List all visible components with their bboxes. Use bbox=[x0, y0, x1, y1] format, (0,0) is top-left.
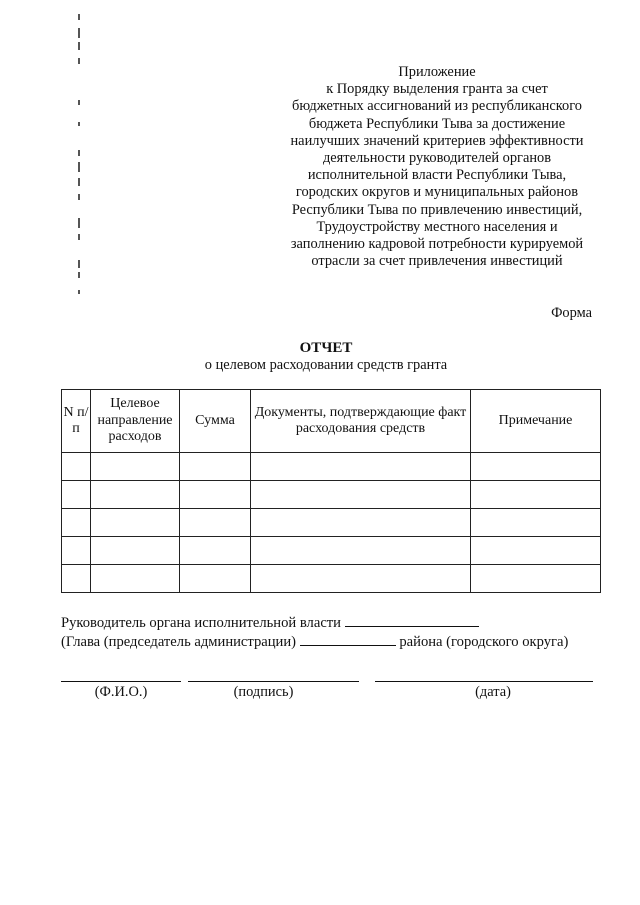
scan-margin-marks bbox=[74, 10, 86, 300]
district-prefix: (Глава (председатель администрации) bbox=[61, 634, 297, 650]
column-header-amount: Сумма bbox=[180, 390, 251, 453]
signature-caption: (подпись) bbox=[233, 684, 294, 700]
table-row bbox=[62, 565, 601, 593]
signature-line-head bbox=[61, 613, 479, 632]
signature-line-district bbox=[61, 632, 568, 651]
annex-line: к Порядку выделения гранта за счет bbox=[326, 81, 548, 98]
table-cell[interactable] bbox=[471, 481, 601, 509]
table-cell[interactable] bbox=[62, 509, 91, 537]
annex-line: деятельности руководителей органов bbox=[322, 150, 552, 167]
annex-header bbox=[264, 64, 610, 270]
annex-line: отрасли за счет привлечения инвестиций bbox=[311, 253, 563, 270]
annex-line: Республики Тыва по привлечению инвестиций, bbox=[291, 201, 583, 218]
table-cell[interactable] bbox=[62, 565, 91, 593]
annex-line: городских округов и муниципальных районов bbox=[295, 184, 579, 201]
column-header-purpose: Целевое направление расходов bbox=[91, 390, 180, 453]
table-cell[interactable] bbox=[471, 537, 601, 565]
date-caption: (дата) bbox=[475, 684, 511, 700]
table-cell[interactable] bbox=[251, 565, 471, 593]
table-cell[interactable] bbox=[471, 453, 601, 481]
signature-blank-field[interactable] bbox=[188, 681, 359, 682]
table-row bbox=[62, 537, 601, 565]
table-cell[interactable] bbox=[180, 509, 251, 537]
table-cell[interactable] bbox=[251, 453, 471, 481]
table-cell[interactable] bbox=[251, 509, 471, 537]
table-cell[interactable] bbox=[62, 481, 91, 509]
document-title: ОТЧЕТ bbox=[299, 340, 353, 356]
annex-line: исполнительной власти Республики Тыва, bbox=[307, 167, 567, 184]
table-cell[interactable] bbox=[62, 537, 91, 565]
head-label: Руководитель органа исполнительной власти bbox=[61, 615, 341, 631]
table-cell[interactable] bbox=[91, 453, 180, 481]
form-label: Форма bbox=[551, 305, 592, 321]
report-table bbox=[61, 389, 601, 593]
table-cell[interactable] bbox=[180, 565, 251, 593]
table-cell[interactable] bbox=[251, 537, 471, 565]
annex-line: Трудоустройству местного населения и bbox=[316, 218, 558, 235]
date-blank-field[interactable] bbox=[375, 681, 593, 682]
table-cell[interactable] bbox=[91, 481, 180, 509]
table-row bbox=[62, 481, 601, 509]
head-blank-field[interactable] bbox=[345, 613, 479, 627]
fio-caption: (Ф.И.О.) bbox=[94, 684, 148, 700]
annex-line: бюджета Республики Тыва за достижение bbox=[308, 115, 566, 132]
district-blank-field[interactable] bbox=[300, 632, 396, 646]
table-cell[interactable] bbox=[471, 565, 601, 593]
annex-line: наилучших значений критериев эффективности bbox=[290, 132, 584, 149]
table-cell[interactable] bbox=[91, 537, 180, 565]
annex-line: бюджетных ассигнований из республиканского bbox=[292, 98, 582, 115]
annex-line: Приложение bbox=[398, 64, 476, 80]
table-row bbox=[62, 509, 601, 537]
table-cell[interactable] bbox=[91, 509, 180, 537]
table-cell[interactable] bbox=[91, 565, 180, 593]
column-header-number: N п/п bbox=[62, 390, 91, 453]
table-header-row bbox=[62, 390, 601, 453]
column-header-note: Примечание bbox=[471, 390, 601, 453]
document-subtitle: о целевом расходовании средств гранта bbox=[204, 357, 448, 373]
annex-line: заполнению кадровой потребности курируемой bbox=[290, 236, 584, 253]
table-cell[interactable] bbox=[180, 481, 251, 509]
table-cell[interactable] bbox=[62, 453, 91, 481]
table-cell[interactable] bbox=[471, 509, 601, 537]
fio-blank-field[interactable] bbox=[61, 681, 181, 682]
table-cell[interactable] bbox=[180, 453, 251, 481]
district-suffix: района (городского округа) bbox=[399, 634, 569, 650]
column-header-documents: Документы, подтверждающие факт расходования средств bbox=[251, 390, 471, 453]
table-cell[interactable] bbox=[180, 537, 251, 565]
table-cell[interactable] bbox=[251, 481, 471, 509]
table-row bbox=[62, 453, 601, 481]
